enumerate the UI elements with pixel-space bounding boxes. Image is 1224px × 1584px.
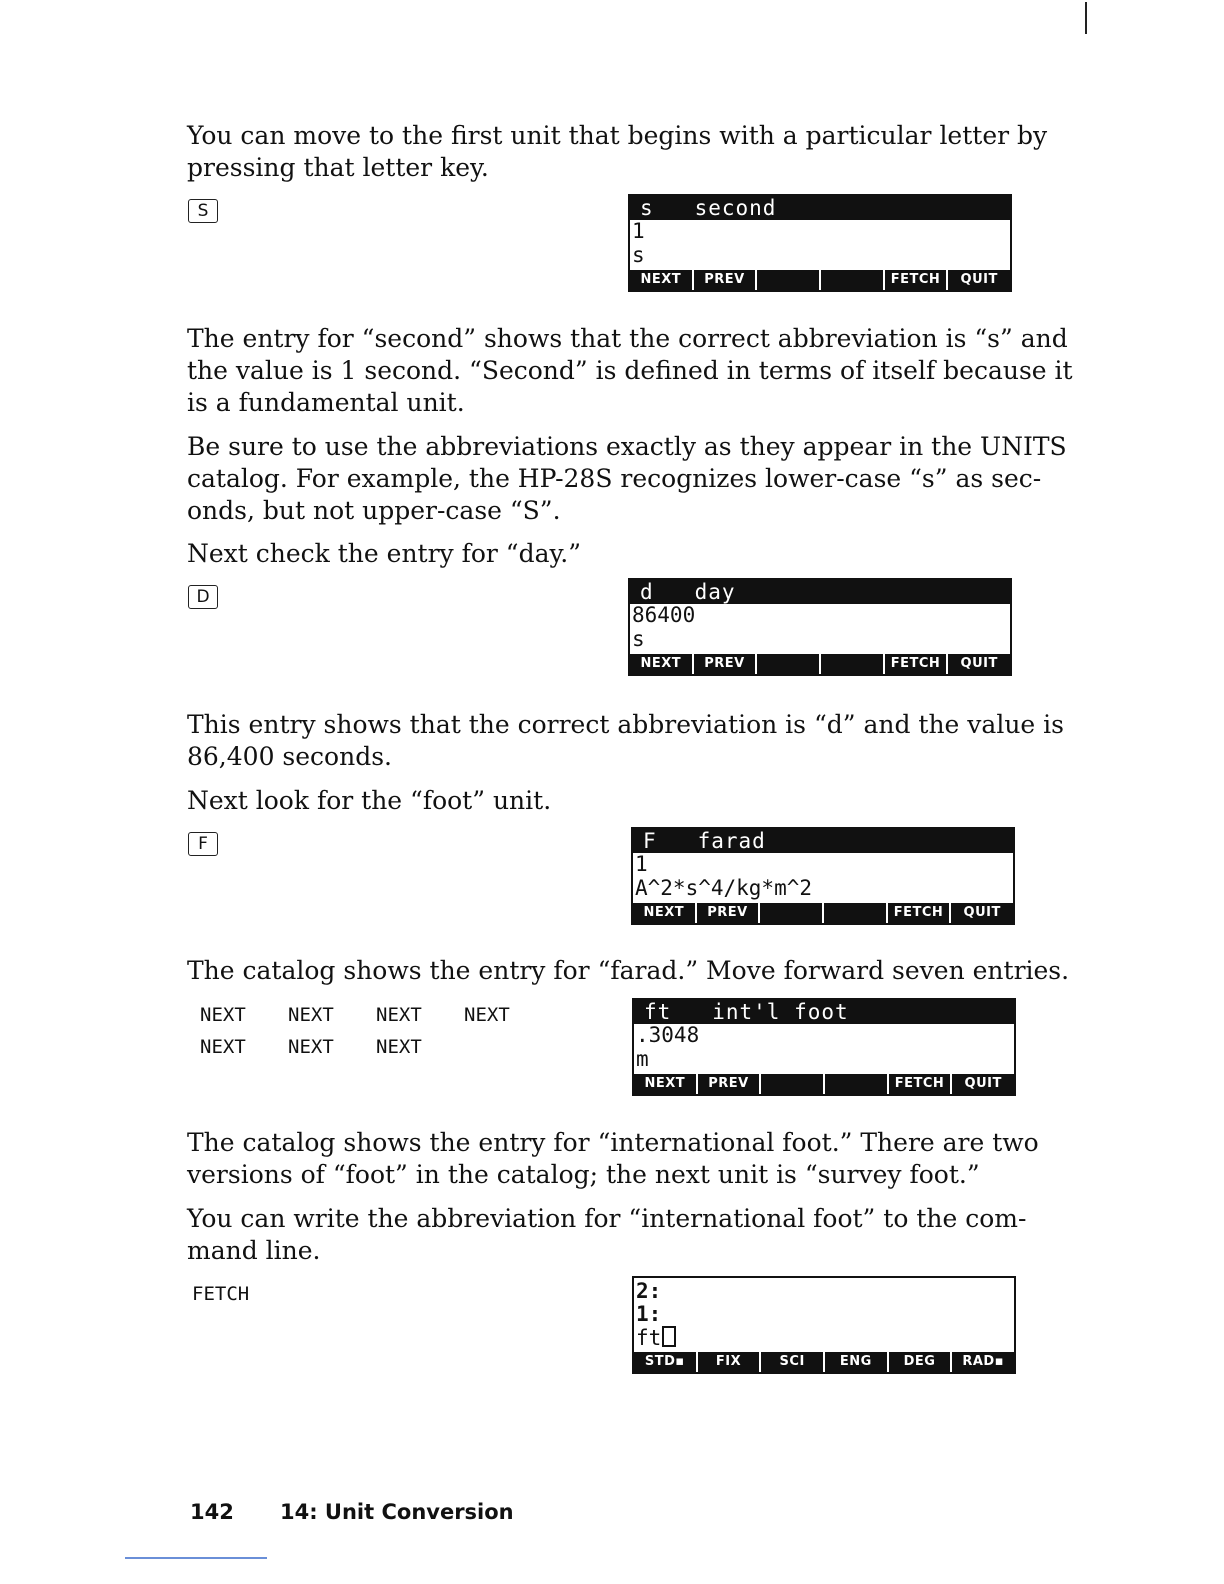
menu-key-sci: SCI [761,1352,823,1372]
lcd-menu [630,270,1010,290]
menu-key-quit: QUIT [948,270,1010,290]
paragraph-day [187,709,1064,773]
text-line: Next look for the “foot” unit. [187,786,552,815]
lcd-menu [633,903,1013,923]
next-key: NEXT [200,1036,246,1058]
text-line: This entry shows that the correct abbreviation is “d” and the value is [187,710,1064,739]
menu-key-next: NEXT [630,270,692,290]
menu-key-rad: RAD▪ [952,1352,1014,1372]
text-line: the value is 1 second. “Second” is defined in terms of itself because it [187,356,1073,385]
menu-key-next: NEXT [630,654,692,674]
lcd-unit: s [632,243,645,267]
paragraph-foot-intro [187,785,1009,817]
menu-key-fetch: FETCH [885,654,947,674]
text-line: Next check the entry for “day.” [187,539,582,568]
lcd-display-second [628,194,1012,292]
lcd-unit: m [636,1047,649,1071]
lcd-menu [630,654,1010,674]
lcd-unit: A^2*s^4/kg*m^2 [635,876,813,900]
lcd-menu [634,1074,1014,1094]
menu-key-quit: QUIT [952,1074,1014,1094]
lcd-unit: s [632,627,645,651]
next-keys-row [200,1031,552,1063]
menu-key-fix: FIX [698,1352,760,1372]
page-footer [190,1500,514,1524]
menu-key-blank [821,654,883,674]
text-line: The entry for “second” shows that the correct abbreviation is “s” and [187,324,1068,353]
menu-key-blank [757,270,819,290]
next-keys-row [200,999,552,1031]
text-line: The catalog shows the entry for “international foot.” There are two [187,1128,1039,1157]
menu-key-blank [824,903,886,923]
margin-mark [1085,2,1087,34]
text-line: mand line. [187,1236,321,1265]
lcd-value: 1 [635,852,648,876]
menu-key-fetch: FETCH [888,903,950,923]
text-line: The catalog shows the entry for “farad.” Move forward seven entries. [187,956,1070,985]
menu-key-next: NEXT [634,1074,696,1094]
lcd-header: s second [630,196,1010,220]
paragraph-abbreviations [187,431,1067,527]
text-line: You can write the abbreviation for “international foot” to the com- [187,1204,1027,1233]
menu-key-eng: ENG [825,1352,887,1372]
lcd-menu [634,1352,1014,1372]
text-line: versions of “foot” in the catalog; the next unit is “survey foot.” [187,1160,980,1189]
next-key: NEXT [376,1036,422,1058]
lcd-value: 1 [632,219,645,243]
text-line: Be sure to use the abbreviations exactly as they appear in the UNITS [187,432,1067,461]
key-s: S [188,199,218,223]
command-text: ft [636,1326,662,1350]
menu-key-prev: PREV [694,654,756,674]
text-line: is a fundamental unit. [187,388,465,417]
text-line: 86,400 seconds. [187,742,392,771]
stack-level-1: 1: [636,1302,662,1326]
menu-key-std: STD▪ [634,1352,696,1372]
command-line [636,1326,676,1349]
paragraph-farad [187,955,1070,987]
cursor-icon [662,1326,676,1347]
menu-key-blank [760,903,822,923]
divider [125,1557,267,1559]
menu-key-blank [761,1074,823,1094]
next-key: NEXT [464,1004,510,1026]
key-d: D [188,585,218,609]
menu-key-fetch: FETCH [889,1074,951,1094]
menu-key-deg: DEG [889,1352,951,1372]
chapter-title: 14: Unit Conversion [280,1500,514,1524]
paragraph-intl-foot [187,1127,1039,1191]
stack-level-2: 2: [636,1279,662,1303]
lcd-header: F farad [633,829,1013,853]
next-key: NEXT [288,1004,334,1026]
next-key: NEXT [376,1004,422,1026]
menu-key-fetch: FETCH [885,270,947,290]
lcd-value: .3048 [636,1023,700,1047]
menu-key-next: NEXT [633,903,695,923]
lcd-display-day [628,578,1012,676]
lcd-header: ft int'l foot [634,1000,1014,1024]
menu-key-blank [757,654,819,674]
key-f: F [188,832,218,856]
paragraph-intro [187,120,1048,184]
next-keys [200,999,552,1063]
menu-key-prev: PREV [697,903,759,923]
menu-key-prev: PREV [698,1074,760,1094]
paragraph-second [187,323,1073,419]
menu-key-quit: QUIT [948,654,1010,674]
page-number: 142 [190,1500,234,1524]
lcd-value: 86400 [632,603,696,627]
lcd-header: d day [630,580,1010,604]
lcd-display-intl-foot [632,998,1016,1096]
fetch-key: FETCH [192,1283,250,1305]
paragraph-fetch [187,1203,1027,1267]
paragraph-day-intro [187,538,1009,570]
lcd-display-farad [631,827,1015,925]
text-line: onds, but not upper-case “S”. [187,496,561,525]
text-line: pressing that letter key. [187,153,489,182]
menu-key-prev: PREV [694,270,756,290]
next-key: NEXT [200,1004,246,1026]
menu-key-blank [821,270,883,290]
text-line: You can move to the first unit that begins with a particular letter by [187,121,1048,150]
lcd-display-stack [632,1276,1016,1374]
menu-key-blank [825,1074,887,1094]
next-key: NEXT [288,1036,334,1058]
text-line: catalog. For example, the HP-28S recognizes lower-case “s” as sec- [187,464,1042,493]
menu-key-quit: QUIT [951,903,1013,923]
